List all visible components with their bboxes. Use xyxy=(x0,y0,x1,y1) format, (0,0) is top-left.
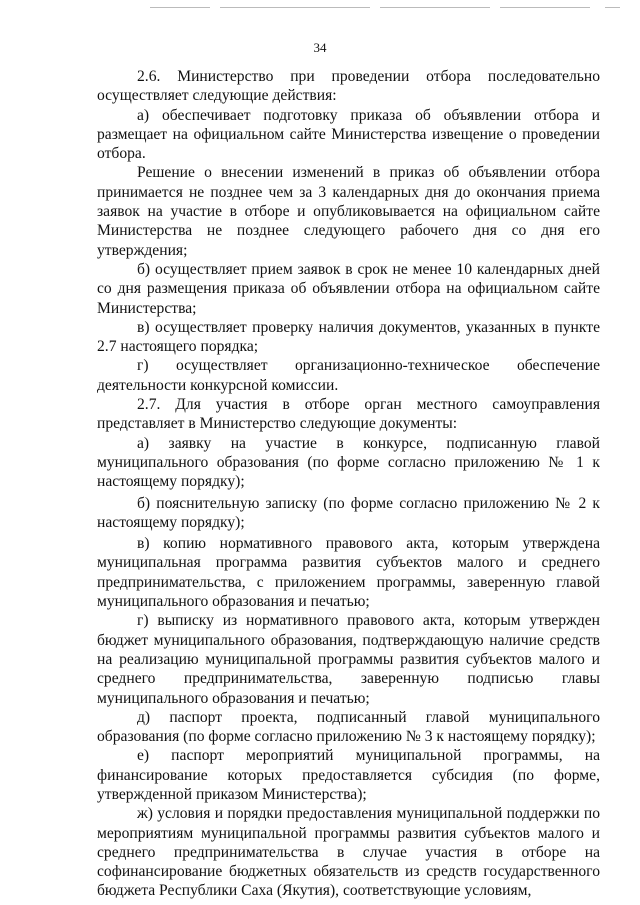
paragraph-2-7-zh: ж) условия и порядки предоставления муниципальной поддержки по мероприятиям муниципальной программы развития субъектов малого и среднего предпринимательства в случае участия в отборе на софинансирование бюджетных обязательств из средств государственного бюджета Республики Саха (Якутия), соответствующие условиям, xyxy=(97,805,600,900)
page-number: 34 xyxy=(313,40,327,55)
paragraph-2-7-b: б) пояснительную записку (по форме согласно приложению № 2 к настоящему порядку); xyxy=(97,494,600,531)
paragraph-2-7-d: д) паспорт проекта, подписанный главой муниципального образования (по форме согласно приложению № 3 к настоящему порядку); xyxy=(97,708,600,746)
document-body xyxy=(97,67,600,901)
paragraph-2-6-g: г) осуществляет организационно-техническое обеспечение деятельности конкурсной комиссии. xyxy=(97,357,600,394)
paragraph-2-6-b: б) осуществляет прием заявок в срок не менее 10 календарных дней со дня размещения приказа об объявлении отбора на официальном сайте Министерства; xyxy=(97,260,600,317)
paragraph-decision: Решение о внесении изменений в приказ об объявлении отбора принимается не позднее чем за 3 календарных дня до окончания приема заявок на участие в отборе и опубликовывается на официальном сайте Министерства не позднее следующего рабочего дня со дня его утверждения; xyxy=(97,164,600,259)
paragraph-2-7-a: а) заявку на участие в конкурсе, подписанную главой муниципального образования (по форме согласно приложению № 1 к настоящему порядку); xyxy=(97,434,600,491)
paragraph-2-6-a: а) обеспечивает подготовку приказа об объявлении отбора и размещает на официальном сайте Министерства извещение о проведении отбора. xyxy=(97,106,600,163)
paragraph-2-7-v: в) копию нормативного правового акта, которым утверждена муниципальная программа развития субъектов малого и среднего предпринимательства, с приложением программы, заверенную главой муниципального образования и печатью; xyxy=(97,535,600,611)
paragraph-2-6-v: в) осуществляет проверку наличия документов, указанных в пункте 2.7 настоящего порядка; xyxy=(97,318,600,356)
paragraph-2-7-e: е) паспорт мероприятий муниципальной программы, на финансирование которых предоставляется субсидия (по форме, утвержденной приказом Министерства); xyxy=(97,747,600,803)
paragraph-2-7-g: г) выписку из нормативного правового акта, которым утвержден бюджет муниципального образования, подтверждающую наличие средств на реализацию муниципальной программы развития субъектов малого и среднего предпринимательства, заверенную подписью главы муниципального образования и печатью; xyxy=(97,612,600,707)
scan-artifact-line xyxy=(150,7,620,8)
paragraph-2-6: 2.6. Министерство при проведении отбора последовательно осуществляет следующие действия: xyxy=(97,68,600,105)
paragraph-2-7: 2.7. Для участия в отборе орган местного самоуправления представляет в Министерство следующие документы: xyxy=(97,396,600,433)
